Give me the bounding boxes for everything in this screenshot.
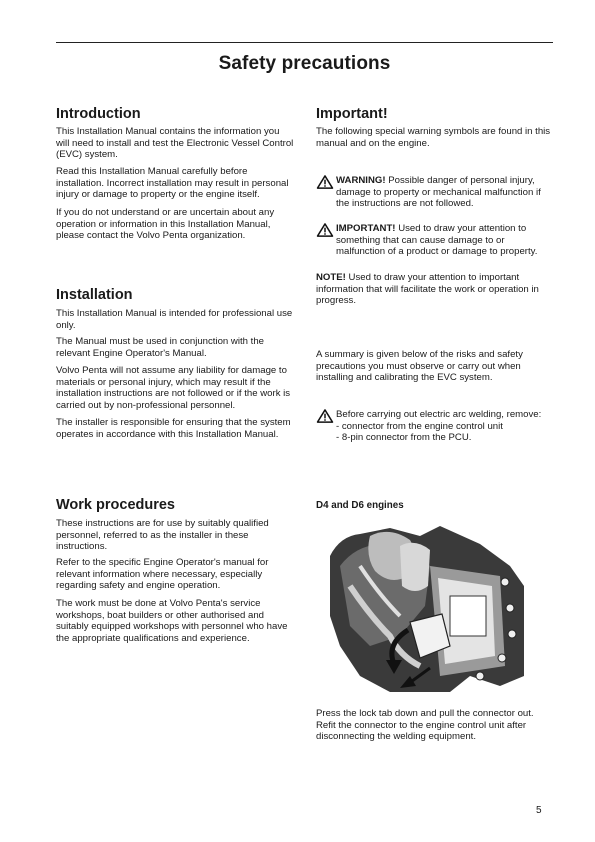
important-notice-block	[316, 223, 554, 258]
installation-heading: Installation	[56, 287, 133, 303]
note-paragraph	[316, 272, 554, 307]
work-procedures-paragraph-1: These instructions are for use by suitably qualified personnel, referred to as the installer in these instructions.	[56, 518, 269, 553]
d4-d6-heading: D4 and D6 engines	[316, 500, 404, 511]
work-procedures-paragraph-2: Refer to the specific Engine Operator's manual for relevant information where necessary, especially regarding safety and engine operation.	[56, 557, 269, 592]
installation-paragraph-1: This Installation Manual is intended for professional use only.	[56, 308, 293, 331]
d4-d6-caption: Press the lock tab down and pull the connector out. Refit the connector to the engine control unit after disconnecting the welding equipment.	[316, 708, 534, 743]
welding-item-2: - 8-pin connector from the PCU.	[336, 432, 472, 444]
top-rule	[56, 42, 553, 43]
engine-connector-illustration	[330, 526, 524, 692]
warning-triangle-icon	[316, 175, 334, 189]
work-procedures-heading: Work procedures	[56, 497, 175, 513]
warning-triangle-icon	[316, 409, 334, 423]
welding-block	[316, 409, 554, 444]
note-label: NOTE!	[316, 272, 346, 283]
warning-text: Possible danger of personal injury, damage to property or mechanical malfunction if the instructions are not followed.	[336, 175, 541, 210]
important-heading: Important!	[316, 106, 388, 122]
summary-paragraph: A summary is given below of the risks and safety precautions you must observe or carry out when installing and calibrating the EVC system.	[316, 349, 523, 384]
warning-label: WARNING!	[336, 175, 386, 186]
introduction-heading: Introduction	[56, 106, 141, 122]
welding-item-1: - connector from the engine control unit	[336, 420, 503, 432]
installation-paragraph-2: The Manual must be used in conjunction with the relevant Engine Operator's Manual.	[56, 336, 264, 359]
page-title: Safety precautions	[218, 53, 391, 74]
page-number: 5	[536, 805, 542, 816]
warning-triangle-icon	[316, 223, 334, 237]
introduction-paragraph-3: If you do not understand or are uncertain about any operation or information in this Installation Manual, please contact the Volvo Penta organization.	[56, 207, 275, 242]
welding-intro: Before carrying out electric arc welding, remove:	[336, 409, 542, 420]
installation-paragraph-4: The installer is responsible for ensuring that the system operates in accordance with this Installation Manual.	[56, 417, 291, 440]
important-intro: The following special warning symbols are found in this manual and on the engine.	[316, 126, 551, 149]
note-text: Used to draw your attention to important information that will facilitate the work or operation in progress.	[316, 272, 539, 307]
important-text: Used to draw your attention to something that can cause damage to or malfunction of a product or damage to property.	[336, 223, 538, 258]
warning-block	[316, 175, 554, 210]
introduction-paragraph-1: This Installation Manual contains the information you will need to install and test the Electronic Vessel Control (EVC) system.	[56, 126, 294, 161]
important-label: IMPORTANT!	[336, 223, 396, 234]
installation-paragraph-3: Volvo Penta will not assume any liability for damage to materials or personal injury, which may result if the installation instructions are not followed or if the work is carried out by non-professional personnel.	[56, 365, 291, 411]
work-procedures-paragraph-3: The work must be done at Volvo Penta's service workshops, boat builders or other authorised and suitably equipped workshops with personnel who have the appropriate qualifications and experience.	[56, 598, 288, 644]
introduction-paragraph-2: Read this Installation Manual carefully before installation. Incorrect installation may result in personal injury or damage to property or the engine itself.	[56, 166, 289, 201]
